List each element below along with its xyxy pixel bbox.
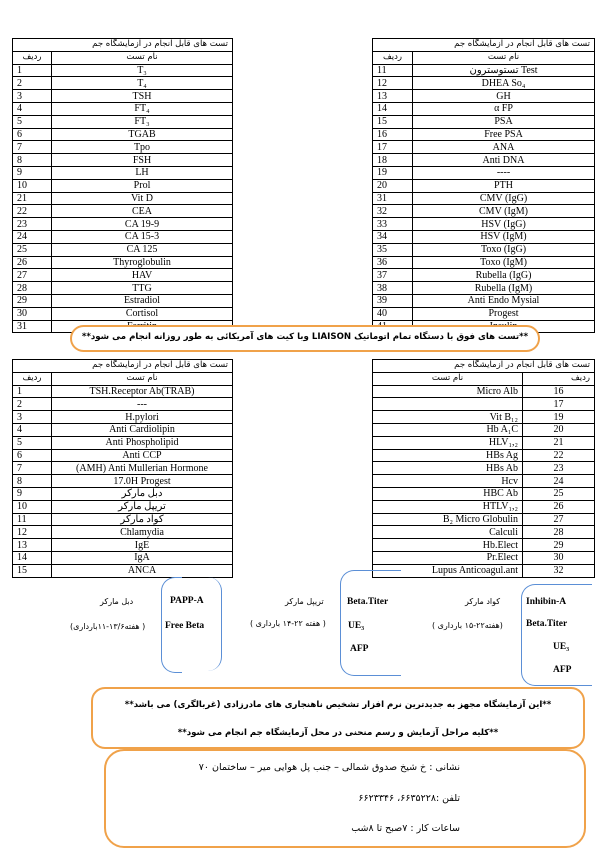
- table-row: [373, 154, 595, 167]
- test-name: CEA: [52, 205, 233, 218]
- marker-quad-item-4: AFP: [553, 665, 572, 675]
- test-name: تریپل مارکر: [52, 500, 233, 513]
- row-number: 19: [523, 411, 595, 424]
- test-name: GH: [413, 90, 595, 103]
- row-number: 13: [373, 90, 413, 103]
- test-name: α FP: [413, 102, 595, 115]
- table-row: [373, 218, 595, 231]
- table-row: [13, 500, 233, 513]
- test-name: CA 19-9: [52, 218, 233, 231]
- row-number: 24: [13, 230, 52, 243]
- row-number: 3: [13, 90, 52, 103]
- test-name: CA 15-3: [52, 230, 233, 243]
- table-row: [373, 102, 595, 115]
- row-number: 7: [13, 462, 52, 475]
- row-number: 17: [523, 398, 595, 411]
- row-number: 22: [13, 205, 52, 218]
- col-header-name: نام تست: [52, 51, 233, 64]
- table-row: [13, 179, 233, 192]
- marker-quad-item-3: UE₃: [553, 642, 570, 652]
- test-name: Anti Cardiolipin: [52, 423, 233, 436]
- test-name: Micro Alb: [373, 385, 523, 398]
- test-name: دبل مارکر: [52, 487, 233, 500]
- test-name: Rubella (IgG): [413, 269, 595, 282]
- row-number: 25: [523, 487, 595, 500]
- test-name: Toxo (IgG): [413, 243, 595, 256]
- test-name: PSA: [413, 115, 595, 128]
- table-row: [373, 128, 595, 141]
- notice-liaison-text: **تست های فوق با دستگاه تمام اتوماتیک LIAISON وبا کیت های آمریکائی به طور روزانه انجام می شود**: [81, 332, 529, 342]
- test-name: Tpo: [52, 141, 233, 154]
- marker-double-week: ( هفته۱۳/۶-۱۱بارداری): [70, 622, 146, 631]
- row-number: 6: [13, 128, 52, 141]
- notice-liaison: [70, 325, 540, 352]
- row-number: 10: [13, 179, 52, 192]
- row-number: 29: [523, 539, 595, 552]
- table-row: [373, 269, 595, 282]
- row-number: 2: [13, 398, 52, 411]
- table-row: [373, 64, 595, 77]
- table-row: [373, 294, 595, 307]
- test-name: HSV (IgM): [413, 230, 595, 243]
- marker-triple-week: ( هفته ۲۲-۱۴ بارداری ): [250, 619, 326, 628]
- row-number: 18: [373, 154, 413, 167]
- row-number: 21: [523, 436, 595, 449]
- table-row: [13, 436, 233, 449]
- table-row: [13, 475, 233, 488]
- table-row: [373, 564, 595, 577]
- test-name: ----: [413, 166, 595, 179]
- row-number: 4: [13, 423, 52, 436]
- col-header-name: نام تست: [52, 372, 233, 385]
- table-row: [373, 551, 595, 564]
- table-row: [13, 411, 233, 424]
- table-row: [373, 90, 595, 103]
- table-row: [13, 398, 233, 411]
- row-number: 25: [13, 243, 52, 256]
- table-row: [373, 462, 595, 475]
- row-number: 33: [373, 218, 413, 231]
- test-name: TSH.Receptor Ab(TRAB): [52, 385, 233, 398]
- table-row: [13, 526, 233, 539]
- test-name: T₄: [52, 77, 233, 90]
- row-number: 34: [373, 230, 413, 243]
- marker-quad-item-2: Beta.Titer: [526, 619, 568, 629]
- table-row: [13, 141, 233, 154]
- test-name: ---: [52, 398, 233, 411]
- table-row: [373, 192, 595, 205]
- table-row: [13, 564, 233, 577]
- table-row: [373, 205, 595, 218]
- row-number: 8: [13, 154, 52, 167]
- table-row: [13, 90, 233, 103]
- row-number: 5: [13, 115, 52, 128]
- row-number: 32: [523, 564, 595, 577]
- test-name: DHEA So₄: [413, 77, 595, 90]
- row-number: 26: [523, 500, 595, 513]
- test-name: HSV (IgG): [413, 218, 595, 231]
- table-title: تست های قابل انجام در آزمایشگاه جم: [13, 360, 233, 373]
- test-name: HBC Ab: [373, 487, 523, 500]
- table-row: [373, 398, 595, 411]
- row-number: 4: [13, 102, 52, 115]
- table-row: [13, 192, 233, 205]
- table-row: [373, 475, 595, 488]
- row-number: 9: [13, 487, 52, 500]
- test-name: CMV (IgG): [413, 192, 595, 205]
- row-number: 20: [373, 179, 413, 192]
- col-header-num: ردیف: [13, 372, 52, 385]
- test-name: Anti CCP: [52, 449, 233, 462]
- table-row: [373, 243, 595, 256]
- table-row: [13, 423, 233, 436]
- row-number: 12: [373, 77, 413, 90]
- row-number: 16: [373, 128, 413, 141]
- test-name: تستوسترون Test: [413, 64, 595, 77]
- table-row: [373, 385, 595, 398]
- contact-address: نشانی : خ شیخ صدوق شمالی – جنب پل هوایی میر – ساختمان ۷۰: [198, 762, 460, 773]
- table-row: [13, 307, 233, 320]
- table-row: [373, 179, 595, 192]
- marker-double-item-2: Free Beta: [165, 621, 205, 631]
- table-row: [13, 230, 233, 243]
- col-header-name: نام تست: [413, 51, 595, 64]
- test-name: Cortisol: [52, 307, 233, 320]
- table-bottom-left: [12, 359, 233, 578]
- table-row: [13, 462, 233, 475]
- notice-software-line-1: **این آزمایشگاه مجهز به جدیدترین نرم افزار تشخیص ناهنجاری های مادرزادی (غربالگری) می باشد**: [124, 700, 552, 710]
- test-name: H.pylori: [52, 411, 233, 424]
- test-name: HBs Ab: [373, 462, 523, 475]
- table-title: تست های قابل انجام در آزمایشگاه جم: [373, 39, 595, 52]
- marker-triple-item-3: AFP: [350, 644, 369, 654]
- row-number: 11: [373, 64, 413, 77]
- row-number: 24: [523, 475, 595, 488]
- table-row: [373, 307, 595, 320]
- row-number: 5: [13, 436, 52, 449]
- test-name: 17.0H Progest: [52, 475, 233, 488]
- contact-phone: تلفن :۶۶۳۵۲۲۸، ۶۶۲۳۳۴۶: [358, 793, 460, 804]
- marker-triple-item-2: UE₃: [348, 621, 365, 631]
- test-name: (AMH) Anti Mullerian Hormone: [52, 462, 233, 475]
- test-name: FSH: [52, 154, 233, 167]
- row-number: 7: [13, 141, 52, 154]
- table-row: [373, 256, 595, 269]
- table-row: [13, 256, 233, 269]
- row-number: 38: [373, 282, 413, 295]
- table-row: [13, 551, 233, 564]
- row-number: 10: [13, 500, 52, 513]
- notice-software: [91, 687, 585, 749]
- test-name: Vit B₁₂: [373, 411, 523, 424]
- test-name: Anti Phospholipid: [52, 436, 233, 449]
- row-number: 3: [13, 411, 52, 424]
- table-row: [13, 128, 233, 141]
- marker-quad-week: (هفته۲۲-۱۵ بارداری ): [432, 621, 503, 630]
- row-number: 8: [13, 475, 52, 488]
- table-row: [373, 500, 595, 513]
- test-name: Vit D: [52, 192, 233, 205]
- test-name: Hb A₁C: [373, 423, 523, 436]
- table-row: [13, 282, 233, 295]
- table-row: [373, 166, 595, 179]
- table-row: [13, 513, 233, 526]
- row-number: 15: [13, 564, 52, 577]
- table-bottom-right: [372, 359, 595, 578]
- contact-hours: ساعات کار : ۷صبح تا ۸شب: [351, 823, 460, 834]
- table-row: [13, 77, 233, 90]
- table-row: [13, 294, 233, 307]
- table-row: [13, 243, 233, 256]
- row-number: 30: [13, 307, 52, 320]
- test-name: Thyroglobulin: [52, 256, 233, 269]
- test-name: PTH: [413, 179, 595, 192]
- marker-triple-item-1: Beta.Titer: [347, 597, 389, 607]
- test-name: TTG: [52, 282, 233, 295]
- table-row: [373, 449, 595, 462]
- test-name: [373, 398, 523, 411]
- col-header-num: ردیف: [373, 51, 413, 64]
- test-name: CA 125: [52, 243, 233, 256]
- row-number: 26: [13, 256, 52, 269]
- test-name: Prol: [52, 179, 233, 192]
- row-number: 23: [13, 218, 52, 231]
- test-name: TGAB: [52, 128, 233, 141]
- row-number: 2: [13, 77, 52, 90]
- table-row: [373, 77, 595, 90]
- table-row: [373, 115, 595, 128]
- table-row: [13, 449, 233, 462]
- test-name: FT₄: [52, 102, 233, 115]
- table-top-left: [12, 38, 233, 333]
- row-number: 27: [523, 513, 595, 526]
- row-number: 1: [13, 64, 52, 77]
- row-number: 13: [13, 539, 52, 552]
- table-row: [13, 385, 233, 398]
- row-number: 31: [13, 320, 52, 333]
- row-number: 23: [523, 462, 595, 475]
- test-name: HAV: [52, 269, 233, 282]
- notice-software-line-2: **کلیه مراحل آزمایش و رسم منحنی در محل آزمایشگاه جم انجام می شود**: [177, 728, 499, 738]
- row-number: 19: [373, 166, 413, 179]
- row-number: 30: [523, 551, 595, 564]
- test-name: FT₃: [52, 115, 233, 128]
- row-number: 36: [373, 256, 413, 269]
- col-header-num: ردیف: [13, 51, 52, 64]
- row-number: 12: [13, 526, 52, 539]
- table-top-right: [372, 38, 595, 333]
- row-number: 15: [373, 115, 413, 128]
- test-name: Anti DNA: [413, 154, 595, 167]
- test-name: CMV (IgM): [413, 205, 595, 218]
- col-header-num: ردیف: [523, 372, 595, 385]
- test-name: Anti Endo Mysial: [413, 294, 595, 307]
- row-number: 40: [373, 307, 413, 320]
- test-name: کواد مارکر: [52, 513, 233, 526]
- table-row: [373, 513, 595, 526]
- test-name: ANCA: [52, 564, 233, 577]
- test-name: Toxo (IgM): [413, 256, 595, 269]
- row-number: 27: [13, 269, 52, 282]
- test-name: Chlamydia: [52, 526, 233, 539]
- row-number: 31: [373, 192, 413, 205]
- marker-quad-item-1: Inhibin-A: [526, 597, 567, 607]
- test-name: Lupus Anticoagul.ant: [373, 564, 523, 577]
- table-row: [373, 487, 595, 500]
- marker-triple-title: تریپل مارکر: [285, 597, 324, 606]
- row-number: 14: [373, 102, 413, 115]
- row-number: 39: [373, 294, 413, 307]
- test-name: Calculi: [373, 526, 523, 539]
- table-row: [13, 166, 233, 179]
- test-name: HBs Ag: [373, 449, 523, 462]
- test-name: LH: [52, 166, 233, 179]
- row-number: 9: [13, 166, 52, 179]
- row-number: 29: [13, 294, 52, 307]
- test-name: B₂ Micro Globulin: [373, 513, 523, 526]
- test-name: ANA: [413, 141, 595, 154]
- row-number: 22: [523, 449, 595, 462]
- table-row: [13, 539, 233, 552]
- test-name: HLV₁,₂: [373, 436, 523, 449]
- col-header-name: نام تست: [373, 372, 523, 385]
- row-number: 21: [13, 192, 52, 205]
- test-name: TSH: [52, 90, 233, 103]
- test-name: T₃: [52, 64, 233, 77]
- row-number: 35: [373, 243, 413, 256]
- row-number: 28: [523, 526, 595, 539]
- row-number: 32: [373, 205, 413, 218]
- row-number: 1: [13, 385, 52, 398]
- row-number: 11: [13, 513, 52, 526]
- table-row: [13, 269, 233, 282]
- test-name: Free PSA: [413, 128, 595, 141]
- table-row: [373, 526, 595, 539]
- test-name: Estradiol: [52, 294, 233, 307]
- test-name: Hb.Elect: [373, 539, 523, 552]
- table-row: [13, 64, 233, 77]
- row-number: 14: [13, 551, 52, 564]
- table-row: [13, 115, 233, 128]
- table-row: [373, 282, 595, 295]
- table-title: تست های قابل انجام در آزمایشگاه جم: [373, 360, 595, 373]
- test-name: Hcv: [373, 475, 523, 488]
- test-name: Pr.Elect: [373, 551, 523, 564]
- table-row: [373, 539, 595, 552]
- table-row: [373, 230, 595, 243]
- table-row: [13, 154, 233, 167]
- table-row: [373, 423, 595, 436]
- test-name: IgA: [52, 551, 233, 564]
- table-row: [373, 436, 595, 449]
- row-number: 16: [523, 385, 595, 398]
- test-name: Rubella (IgM): [413, 282, 595, 295]
- table-title: تست های قابل انجام در آزمایشگاه جم: [13, 39, 233, 52]
- table-row: [13, 205, 233, 218]
- table-row: [373, 411, 595, 424]
- marker-double-item-1: PAPP-A: [170, 596, 204, 606]
- row-number: 28: [13, 282, 52, 295]
- marker-double-title: دبل مارکر: [100, 597, 134, 606]
- table-row: [13, 487, 233, 500]
- marker-quad-title: کواد مارکر: [465, 597, 501, 606]
- table-row: [373, 141, 595, 154]
- row-number: 17: [373, 141, 413, 154]
- row-number: 6: [13, 449, 52, 462]
- table-row: [13, 218, 233, 231]
- test-name: HTLV₁,₂: [373, 500, 523, 513]
- row-number: 20: [523, 423, 595, 436]
- test-name: IgE: [52, 539, 233, 552]
- test-name: Progest: [413, 307, 595, 320]
- table-row: [13, 102, 233, 115]
- row-number: 37: [373, 269, 413, 282]
